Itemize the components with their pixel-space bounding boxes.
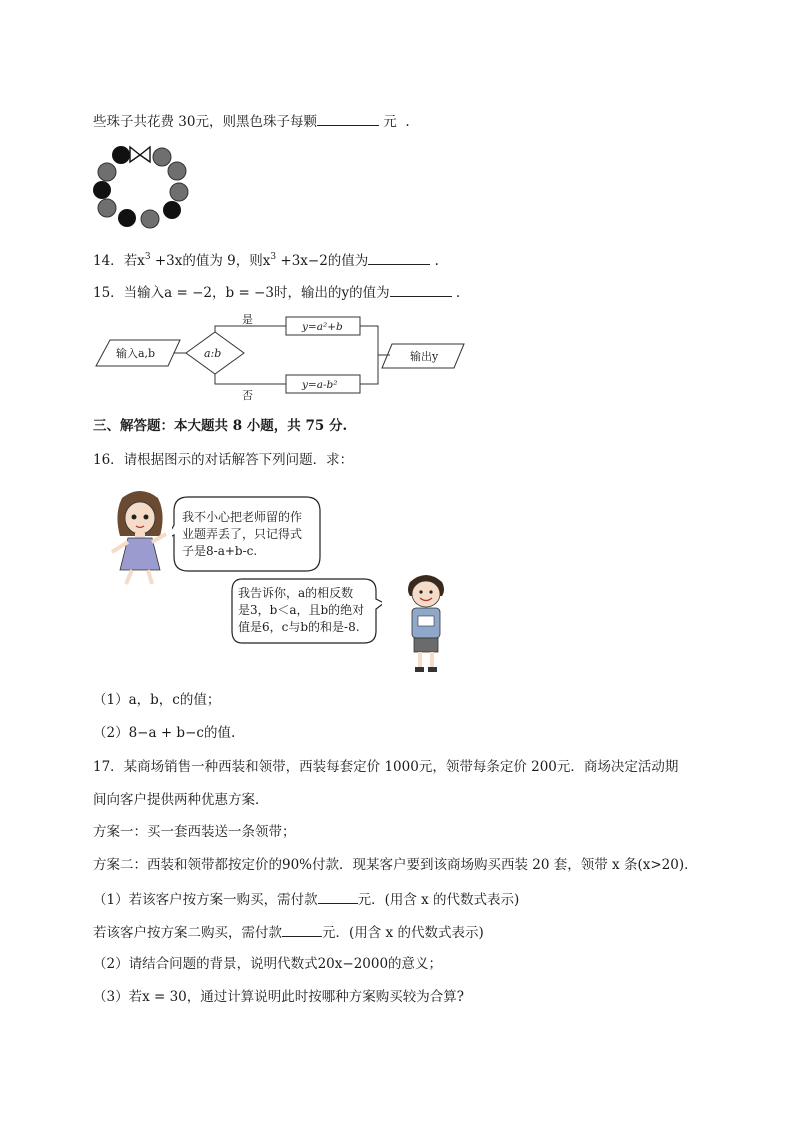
bead-gray (170, 183, 188, 201)
bead-black (93, 181, 111, 199)
q14-line: 14．若$x^3 +3x$的值为 9，则$x^3 +3x-2$的值为 . (93, 252, 439, 269)
flow-decision-label: a:b (204, 347, 222, 360)
q13-unit: 元 (383, 114, 397, 130)
q15-line: 15．当输入a = −2，b = −3时，输出的y的值为 . (93, 282, 460, 302)
q17-line2: 间向客户提供两种优惠方案． (93, 792, 269, 808)
q14-answer-blank[interactable] (368, 250, 430, 265)
boy-speech-bubble: 我告诉你，a的相反数 是3，b＜a，且b的绝对 值是6，c与b的和是-8. (238, 586, 365, 634)
q17-part1a: （1）若该客户按方案一购买，需付款 元．(用含 x 的代数式表示) (93, 889, 519, 909)
boy-illustration (396, 568, 456, 676)
bead-black (112, 146, 130, 164)
bead-gray (98, 163, 116, 181)
flow-no-expr: y=a-b² (302, 379, 338, 391)
q16-part1: （1）a，b，c的值； (93, 692, 221, 708)
bead-ring-figure (90, 138, 200, 233)
girl-illustration (100, 488, 180, 588)
q17-plan2: 方案二：西装和领带都按定价的90%付款．现某客户要到该商场购买西装 20 套，领带 x 条(x>20)． (93, 857, 698, 873)
q17-line1: 17．某商场销售一种西装和领带，西装每套定价 1000元，领带每条定价 200元．商场决定活动期 (93, 759, 679, 775)
flow-input-label: 输入a,b (116, 347, 156, 360)
bead-black (118, 209, 136, 227)
q17-part1a-blank[interactable] (318, 889, 358, 904)
bead-gray (98, 199, 116, 217)
q13-answer-blank[interactable] (317, 111, 379, 126)
q13-line: 些珠子共花费 30元，则黑色珠子每颗 元 . (93, 111, 410, 131)
q15-answer-blank[interactable] (390, 282, 452, 297)
flow-yes-label: 是 (242, 313, 253, 326)
section-3-title: 三、解答题：本大题共 8 小题，共 75 分. (93, 418, 348, 434)
q17-part1b-blank[interactable] (282, 922, 322, 937)
q17-part2: （2）请结合问题的背景，说明代数式20x−2000的意义； (93, 956, 443, 972)
flow-yes-expr: y=a²+b (302, 321, 343, 333)
bead-gray (153, 148, 171, 166)
q17-plan1: 方案一：买一套西装送一条领带； (93, 824, 296, 840)
bead-gray (141, 210, 159, 228)
q17-part3: （3）若x = 30，通过计算说明此时按哪种方案购买较为合算? (93, 989, 465, 1005)
flow-no-label: 否 (242, 389, 253, 402)
q16-part2: （2）8−a + b−c的值. (93, 725, 236, 741)
q17-part1b: 若该客户按方案二购买，需付款 元．(用含 x 的代数式表示) (93, 922, 484, 942)
bow-icon (130, 147, 150, 162)
q13-text: 些珠子共花费 30元，则黑色珠子每颗 (93, 114, 317, 130)
q16-stem: 16．请根据图示的对话解答下列问题．求： (93, 452, 354, 468)
flowchart (90, 310, 490, 402)
flow-output-label: 输出y (410, 350, 439, 363)
bead-gray (168, 162, 186, 180)
girl-speech-bubble: 我不小心把老师留的作 业题弄丢了，只记得式 子是8-a+b-c. (182, 510, 303, 558)
bead-black (163, 201, 181, 219)
